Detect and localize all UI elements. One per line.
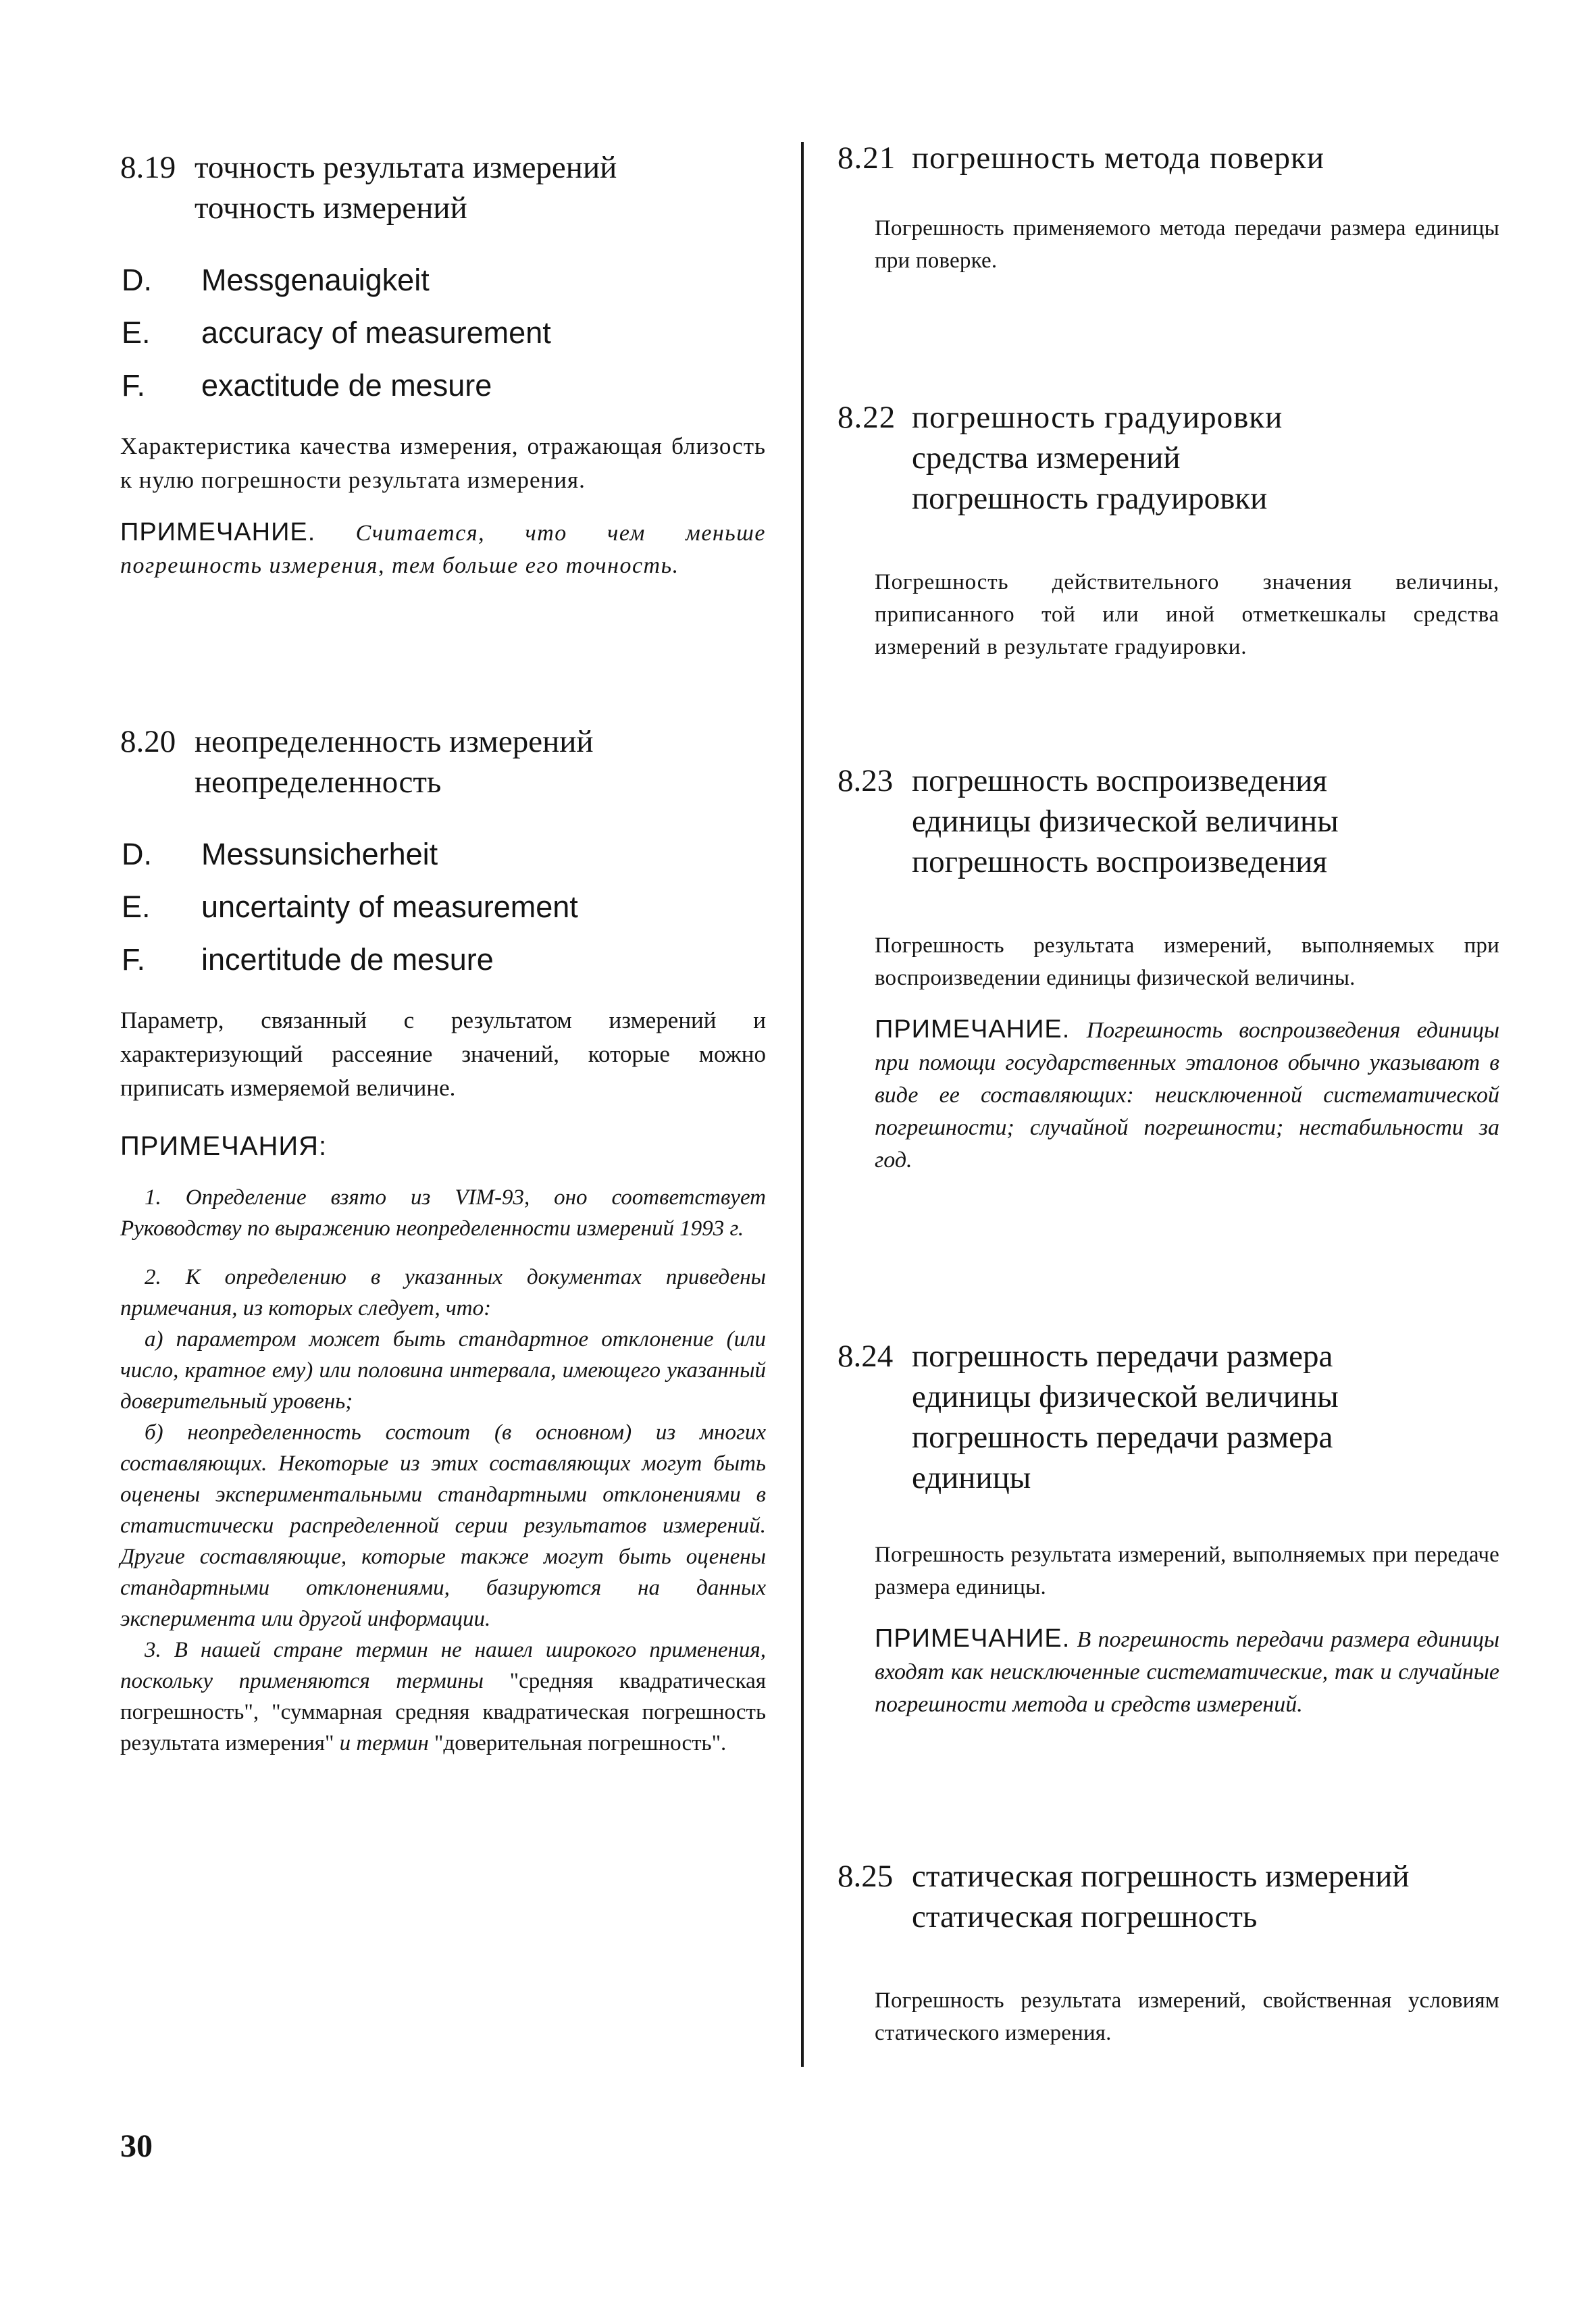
lang-english: E. uncertainty of measurement xyxy=(122,890,578,924)
entry-8-25 xyxy=(838,1856,1499,2049)
term-heading xyxy=(838,761,1499,801)
note: ПРИМЕЧАНИЕ. Считается, что чем меньше погрешность измерения, тем больше его точность. xyxy=(120,518,767,578)
term-title: погрешность градуировки xyxy=(912,400,1283,435)
term-title: неопределенность измерений xyxy=(195,724,594,759)
term-title: погрешность передачи размера xyxy=(912,1339,1333,1374)
term-title: погрешность метода поверки xyxy=(912,140,1324,176)
term-heading xyxy=(838,397,1499,438)
term-title: погрешность воспроизведения xyxy=(912,763,1328,798)
entry-8-19 xyxy=(120,147,766,582)
note-3: 3. В нашей стране термин не нашел широкого применения, поскольку применяются термины "средняя квадратическая погрешность", "суммарная средняя квадратическая погрешность результата измерения" и термин "доверительная погрешность". xyxy=(120,1638,766,1755)
notes-heading: ПРИМЕЧАНИЯ: xyxy=(120,1131,328,1161)
entry-8-21 xyxy=(838,138,1499,277)
definition: Погрешность результата измерений, выполняемых при воспроизведении единицы физической величины. xyxy=(875,933,1499,990)
lang-german: D. Messunsicherheit xyxy=(122,837,438,871)
term-heading xyxy=(120,147,766,188)
entry-8-22 xyxy=(838,397,1499,663)
entry-number: 8.23 xyxy=(838,763,894,798)
lang-german: D. Messgenauigkeit xyxy=(122,263,430,297)
definition: Погрешность результата измерений, выполняемых при передаче размера единицы. xyxy=(875,1543,1499,1599)
column-divider xyxy=(801,142,804,2067)
entry-number: 8.20 xyxy=(120,724,176,759)
lang-french: F. incertitude de mesure xyxy=(122,942,494,977)
definition: Параметр, связанный с результатом измерений и характеризующий рассеяние значений, которые можно приписать измеряемой величине. xyxy=(120,1007,766,1101)
note: ПРИМЕЧАНИЕ. Погрешность воспроизведения единицы при помощи государственных эталонов обычно указывают в виде ее составляющих: неисключенной систематической погрешности; случайной погрешности; нестабильности за год. xyxy=(875,1015,1499,1173)
term-title-cont: единицы физической величины xyxy=(912,1379,1339,1414)
term-synonym: погрешность градуировки xyxy=(912,481,1268,516)
term-heading xyxy=(838,1856,1499,1897)
definition: Погрешность результата измерений, свойственная условиям статического измерения. xyxy=(875,1988,1499,2045)
entry-8-20 xyxy=(120,721,766,1759)
entry-number: 8.21 xyxy=(838,140,896,176)
definition: Погрешность применяемого метода передачи размера единицы при поверке. xyxy=(875,216,1499,273)
entry-number: 8.24 xyxy=(838,1339,894,1374)
term-title: точность результата измерений xyxy=(195,150,617,185)
term-synonym: точность измерений xyxy=(195,190,467,226)
page-number: 30 xyxy=(120,2128,153,2164)
term-synonym-cont: единицы xyxy=(912,1460,1031,1495)
note-2: 2. К определению в указанных документах приведены примечания, из которых следует, что: xyxy=(120,1265,766,1320)
entry-8-23 xyxy=(838,761,1499,1177)
term-title-cont: средства измерений xyxy=(912,440,1181,475)
term-title: статическая погрешность измерений xyxy=(912,1859,1410,1894)
entry-number: 8.25 xyxy=(838,1859,894,1894)
language-equivalents xyxy=(120,828,766,986)
term-synonym: статическая погрешность xyxy=(912,1899,1258,1934)
language-equivalents xyxy=(120,254,766,412)
term-heading xyxy=(120,721,766,762)
term-synonym: неопределенность xyxy=(195,765,442,800)
note-2b: б) неопределенность состоит (в основном) из многих составляющих. Некоторые из этих составляющих могут быть оценены экспериментальными стандартными отклонениями в статистически распределенной серии результатов измерений. Другие составляющие, которые также могут быть оценены стандартными отклонениями, базируются на данных эксперимента или другой информации. xyxy=(120,1420,766,1631)
entry-number: 8.22 xyxy=(838,400,896,435)
term-heading xyxy=(838,138,1499,178)
term-synonym: погрешность воспроизведения xyxy=(912,844,1328,879)
lang-french: F. exactitude de mesure xyxy=(122,368,492,403)
note: ПРИМЕЧАНИЕ. В погрешность передачи размера единицы входят как неисключенные систематические, так и случайные погрешности метода и средств измерений. xyxy=(875,1624,1500,1717)
definition: Погрешность действительного значения величины, приписанного той или иной отметкешкалы средства измерений в результате градуировки. xyxy=(875,570,1499,659)
note-1: 1. Определение взято из VIM-93, оно соответствует Руководству по выражению неопределенности измерений 1993 г. xyxy=(120,1185,766,1241)
definition: Характеристика качества измерения, отражающая близость к нулю погрешности результата измерения. xyxy=(120,433,766,493)
lang-english: E. accuracy of measurement xyxy=(122,315,551,350)
term-synonym: погрешность передачи размера xyxy=(912,1420,1333,1455)
note-2a: а) параметром может быть стандартное отклонение (или число, кратное ему) или половина интервала, имеющего указанный доверительный уровень; xyxy=(120,1327,766,1414)
entry-8-24 xyxy=(838,1336,1499,1721)
entry-number: 8.19 xyxy=(120,150,176,185)
term-title-cont: единицы физической величины xyxy=(912,804,1339,839)
term-heading xyxy=(838,1336,1499,1377)
